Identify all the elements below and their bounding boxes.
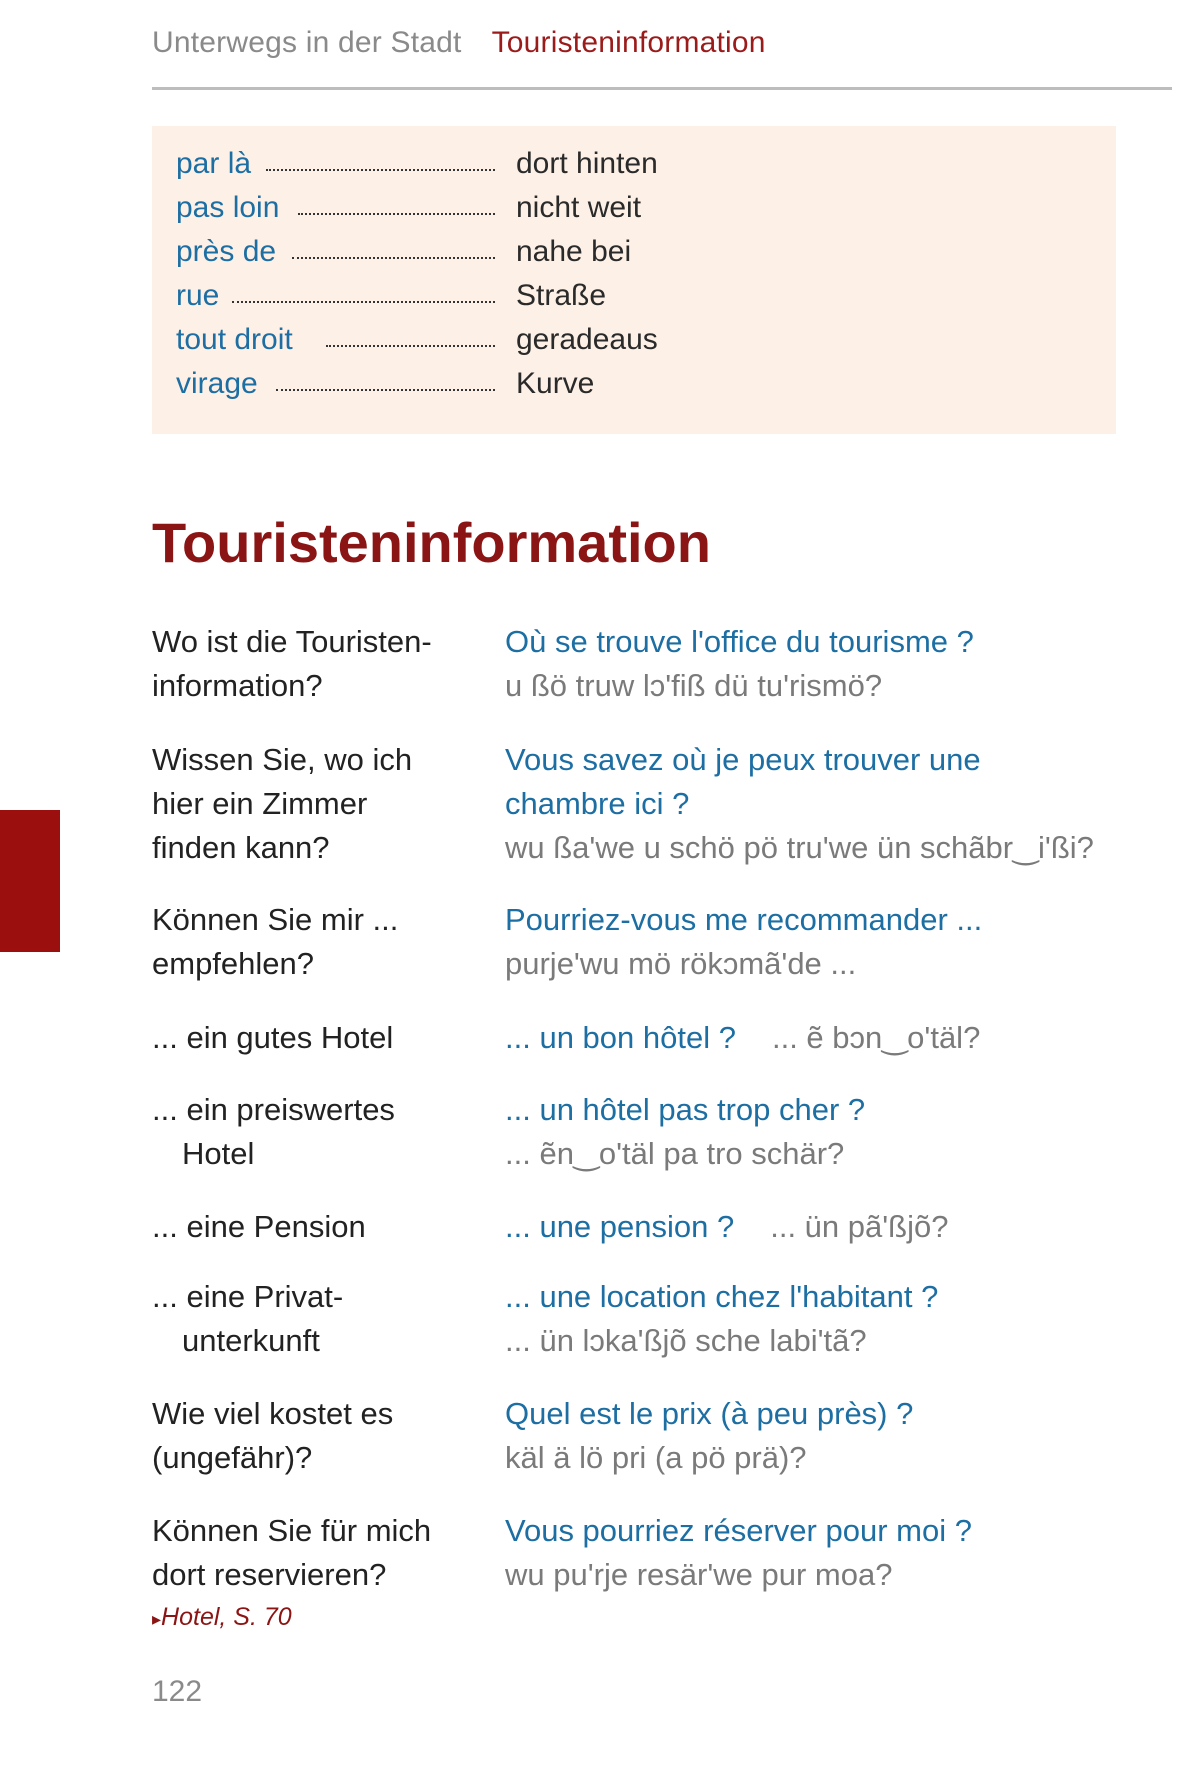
- french-phrase: [505, 1016, 1165, 1060]
- vocab-row: [176, 230, 776, 274]
- french-phrase: [505, 1205, 1165, 1249]
- vocab-french: rue: [176, 279, 220, 312]
- french-text: ... un bon hôtel ?: [505, 1020, 736, 1055]
- french-phrase: Pourriez-vous me recommander ...: [505, 902, 983, 937]
- german-line: unterkunft: [182, 1323, 320, 1358]
- header-rule: [152, 87, 1172, 90]
- pronunciation: purje'wu mö rökɔmã'de ...: [505, 946, 857, 981]
- german-line: empfehlen?: [152, 946, 315, 981]
- german-phrase: [152, 898, 492, 986]
- header-section: Unterwegs in der Stadt: [152, 26, 462, 59]
- reference-text: Hotel, S. 70: [161, 1603, 292, 1631]
- german-line: ... ein gutes Hotel: [152, 1020, 394, 1055]
- german-line: ... eine Pension: [152, 1209, 366, 1244]
- vocab-row: [176, 318, 776, 362]
- french-phrase: Vous pourriez réserver pour moi ?: [505, 1513, 972, 1548]
- header-topic: Touristeninformation: [491, 26, 766, 59]
- german-line: dort reservieren?: [152, 1557, 387, 1592]
- german-line: Können Sie mir ...: [152, 902, 399, 937]
- french-column: [505, 898, 1165, 986]
- vocab-french: près de: [176, 235, 277, 268]
- french-phrase: Où se trouve l'office du tourisme ?: [505, 624, 974, 659]
- french-column: [505, 1392, 1165, 1480]
- vocab-french: pas loin: [176, 191, 280, 224]
- german-line: finden kann?: [152, 830, 330, 865]
- leader-dots: [276, 389, 495, 391]
- vocab-german: dort hinten: [516, 147, 658, 180]
- german-line: Hotel: [182, 1136, 255, 1171]
- pronunciation: wu ßa'we u schö pö tru'we ün schãbr‿i'ßi?: [505, 830, 1094, 865]
- french-phrase: Vous savez où je peux trouver une: [505, 742, 981, 777]
- german-line: Können Sie für mich: [152, 1513, 432, 1548]
- section-title: Touristeninformation: [152, 511, 711, 574]
- leader-dots: [292, 257, 495, 259]
- leader-dots: [326, 345, 495, 347]
- vocab-row: [176, 142, 776, 186]
- vocab-german: nahe bei: [516, 235, 632, 268]
- vocab-german: Straße: [516, 279, 607, 312]
- pronunciation: u ßö truw lɔ'fiß dü tu'rismö?: [505, 668, 883, 703]
- arrow-right-icon: ▸: [152, 1609, 162, 1629]
- vocab-german: Kurve: [516, 367, 595, 400]
- german-line: Wissen Sie, wo ich: [152, 742, 413, 777]
- vocab-german: geradeaus: [516, 323, 658, 356]
- german-line: (ungefähr)?: [152, 1440, 313, 1475]
- leader-dots: [232, 301, 495, 303]
- german-phrase: [152, 620, 492, 708]
- german-line: hier ein Zimmer: [152, 786, 368, 821]
- cross-reference-link[interactable]: [152, 1597, 492, 1639]
- french-column: [505, 738, 1165, 870]
- vocab-row: [176, 362, 776, 406]
- pronunciation: ... ün pã'ßjõ?: [770, 1209, 949, 1244]
- french-column: [505, 1509, 1165, 1597]
- leader-dots: [266, 169, 495, 171]
- french-phrase: ... une location chez l'habitant ?: [505, 1279, 939, 1314]
- french-phrase: Quel est le prix (à peu près) ?: [505, 1396, 914, 1431]
- german-line: ... ein preiswertes: [152, 1092, 395, 1127]
- german-phrase: [152, 1275, 492, 1363]
- vocab-row: [176, 186, 776, 230]
- vocab-french: par là: [176, 147, 252, 180]
- pronunciation: wu pu'rje resär'we pur moa?: [505, 1557, 893, 1592]
- german-line: Wie viel kostet es: [152, 1396, 394, 1431]
- pronunciation: käl ä lö pri (a pö prä)?: [505, 1440, 807, 1475]
- page-number: 122: [152, 1675, 203, 1708]
- chapter-tab-marker: [0, 810, 60, 952]
- pronunciation: ... ẽn‿o'täl pa tro schär?: [505, 1136, 845, 1171]
- french-column: [505, 1016, 1165, 1060]
- german-phrase: [152, 738, 492, 870]
- german-phrase: [152, 1205, 492, 1249]
- running-header: [152, 26, 1172, 60]
- german-phrase: [152, 1088, 492, 1176]
- leader-dots: [298, 213, 495, 215]
- french-column: [505, 1088, 1165, 1176]
- french-phrase: ... un hôtel pas trop cher ?: [505, 1092, 866, 1127]
- german-line: ... eine Privat-: [152, 1279, 344, 1314]
- pronunciation: ... ün lɔka'ßjõ sche labi'tã?: [505, 1323, 867, 1358]
- french-column: [505, 1275, 1165, 1363]
- vocab-german: nicht weit: [516, 191, 642, 224]
- german-line: Wo ist die Touristen-: [152, 624, 432, 659]
- german-phrase: [152, 1509, 492, 1639]
- german-phrase: [152, 1392, 492, 1480]
- french-column: [505, 1205, 1165, 1249]
- vocab-row: [176, 274, 776, 318]
- french-text: ... une pension ?: [505, 1209, 735, 1244]
- pronunciation: ... ẽ bɔn‿o'täl?: [771, 1020, 981, 1055]
- french-phrase: chambre ici ?: [505, 786, 690, 821]
- vocab-french: virage: [176, 367, 258, 400]
- french-column: [505, 620, 1165, 708]
- vocabulary-box: [152, 126, 1116, 434]
- german-phrase: [152, 1016, 492, 1060]
- vocab-french: tout droit: [176, 323, 293, 356]
- german-line: information?: [152, 668, 323, 703]
